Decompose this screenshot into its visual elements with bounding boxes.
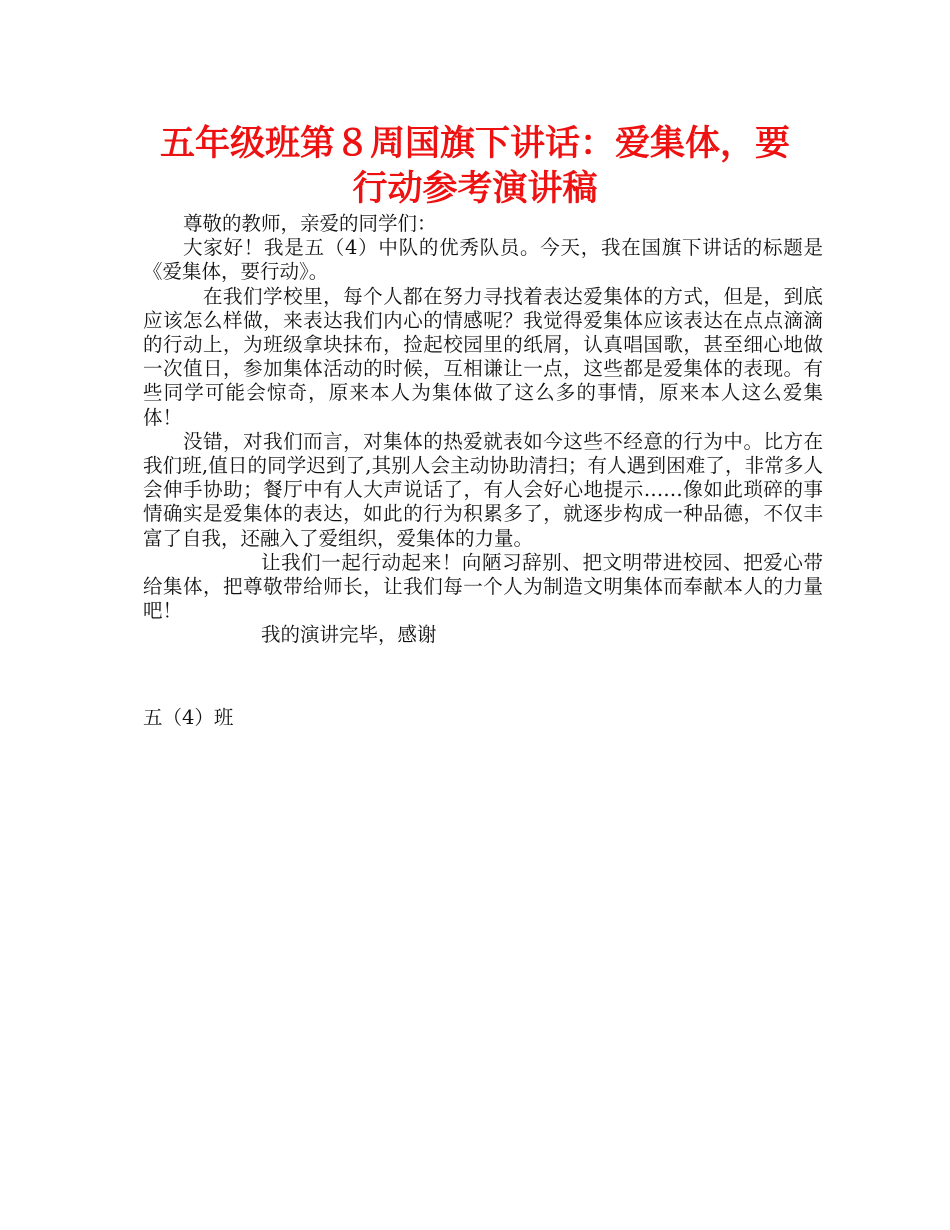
closing-paragraph: 我的演讲完毕，感谢 (261, 623, 437, 647)
body-paragraph-2: 没错，对我们而言，对集体的热爱就表如今这些不经意的行为中。比方在我们班,值日的同学迟到了,其别人会主动协助清扫；有人遇到困难了，非常多人会伸手协助；餐厅中有人大声说话了，有人会好心地提示……像如此琐碎的事情确实是爱集体的表达，如此的行为积累多了，就逐步构成一种品德，不仅丰富了自我，还融入了爱组织，爱集体的力量。 (143, 429, 823, 550)
body-paragraph-1: 在我们学校里，每个人都在努力寻找着表达爱集体的方式，但是，到底应该怎么样做，来表达我们内心的情感呢？我觉得爱集体应该表达在点点滴滴的行动上，为班级拿块抹布，捡起校园里的纸屑，认真唱国歌，甚至细心地做一次值日，参加集体活动的时候，互相谦让一点，这些都是爱集体的表现。有些同学可能会惊奇，原来本人为集体做了这么多的事情，原来本人这么爱集体！ (143, 284, 823, 429)
greeting-paragraph: 尊敬的教师，亲爱的同学们： (183, 212, 437, 235)
intro-paragraph: 大家好！我是五（4）中队的优秀队员。今天，我在国旗下讲话的标题是《爱集体，要行动》。 (143, 236, 823, 284)
document-title (120, 122, 830, 212)
title-line-1: 五年级班第８周国旗下讲话：爱集体，要 (159, 124, 790, 164)
signature: 五（4）班 (143, 706, 234, 729)
call-to-action-paragraph: 让我们一起行动起来！向陋习辞别、把文明带进校园、把爱心带给集体，把尊敬带给师长，让我们每一个人为制造文明集体而奉献本人的力量吧！ (143, 550, 823, 623)
speech-body (143, 212, 823, 648)
title-line-2: 行动参考演讲稿 (352, 169, 598, 209)
